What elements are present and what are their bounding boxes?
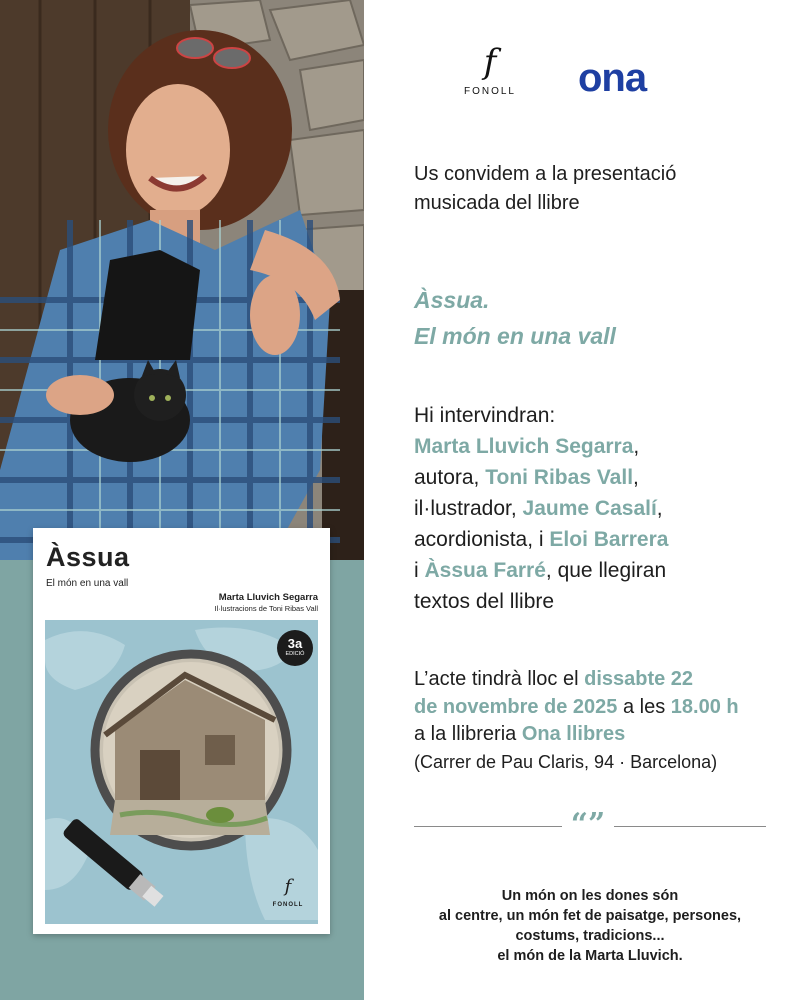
author-portrait-illustration	[0, 0, 364, 560]
speaker-separator: ,	[633, 435, 640, 458]
invitation-line-2: musicada del llibre	[414, 192, 580, 214]
speaker-role: acordionista, i	[414, 528, 550, 551]
invitation-text	[414, 160, 774, 218]
event-line-1	[414, 666, 786, 694]
fonoll-logo	[460, 42, 520, 97]
speaker-name: Àssua Farré	[424, 559, 546, 582]
event-address: (Carrer de Pau Claris, 94 · Barcelona)	[414, 751, 718, 772]
speaker-connector: i	[414, 559, 425, 582]
pull-quote-line-2: al centre, un món fet de paisatge, persones,	[438, 908, 742, 924]
event-details	[414, 666, 786, 776]
event-date-part-2: de novembre de 2025	[414, 695, 618, 718]
invitation-line-1: Us convidem a la presentació	[414, 163, 677, 185]
speakers-paragraph	[414, 400, 784, 617]
event-time-prefix: a les	[617, 695, 671, 718]
fonoll-logo-text: FONOLL	[463, 86, 516, 97]
pull-quote-line-3: costums, tradicions...	[515, 928, 665, 944]
pull-quote	[414, 886, 766, 966]
divider-line-right	[614, 826, 766, 827]
book-cover-illustrator: Il·lustracions de Toni Ribas Vall	[214, 604, 318, 613]
event-time: 18.00 h	[670, 695, 739, 718]
speakers-line-5	[414, 555, 784, 586]
book-cover-title: Àssua	[46, 542, 130, 572]
divider-line-left	[414, 826, 562, 827]
edition-number: 3a	[287, 636, 303, 651]
speakers-line-2	[414, 462, 784, 493]
speaker-name: Marta Lluvich Segarra	[414, 435, 634, 458]
event-line-3	[414, 721, 786, 749]
fonoll-logo-icon: f	[483, 42, 497, 82]
speaker-name: Jaume Casalí	[522, 497, 657, 520]
event-venue-prefix: a la llibreria	[414, 723, 522, 745]
speaker-suffix: , que llegiran	[545, 559, 667, 582]
book-cover	[33, 528, 330, 934]
event-venue: Ona llibres	[521, 723, 626, 745]
left-column	[0, 0, 364, 1000]
speaker-name: Eloi Barrera	[549, 528, 669, 551]
book-title-heading	[414, 282, 774, 354]
speakers-line-3	[414, 493, 784, 524]
edition-badge	[277, 630, 313, 666]
pull-quote-line-1: Un món on les dones són	[501, 888, 679, 904]
speakers-closing: textos del llibre	[414, 590, 555, 613]
quote-mark-icon: “”	[570, 807, 606, 842]
pull-quote-line-4: el món de la Marta Lluvich.	[497, 948, 683, 964]
event-line-2	[414, 694, 786, 722]
speakers-intro: Hi intervindran:	[414, 404, 556, 427]
speaker-name: Toni Ribas Vall	[485, 466, 634, 489]
author-photo	[0, 0, 364, 560]
cover-publisher-name: FONOLL	[272, 902, 304, 908]
cover-fonoll-logo-icon: f	[284, 876, 292, 897]
speaker-separator: ,	[656, 497, 663, 520]
speakers-line-1	[414, 431, 784, 462]
quote-divider	[414, 807, 766, 842]
edition-label: EDICIÓ	[285, 651, 305, 657]
book-cover-author: Marta Lluvich Segarra	[218, 592, 318, 603]
book-cover-artwork	[45, 620, 318, 924]
book-title-line-2: El món en una vall	[414, 323, 616, 349]
speaker-separator: ,	[633, 466, 639, 489]
speakers-line-4	[414, 524, 784, 555]
event-prefix: L’acte tindrà lloc el	[414, 668, 585, 690]
book-title-line-1: Àssua.	[414, 287, 490, 313]
ona-logo: ona	[578, 56, 647, 100]
event-date-part-1: dissabte 22	[584, 668, 694, 690]
book-cover-subtitle: El món en una vall	[46, 578, 129, 589]
speaker-role: il·lustrador,	[414, 497, 523, 520]
speaker-role: autora,	[414, 466, 486, 489]
